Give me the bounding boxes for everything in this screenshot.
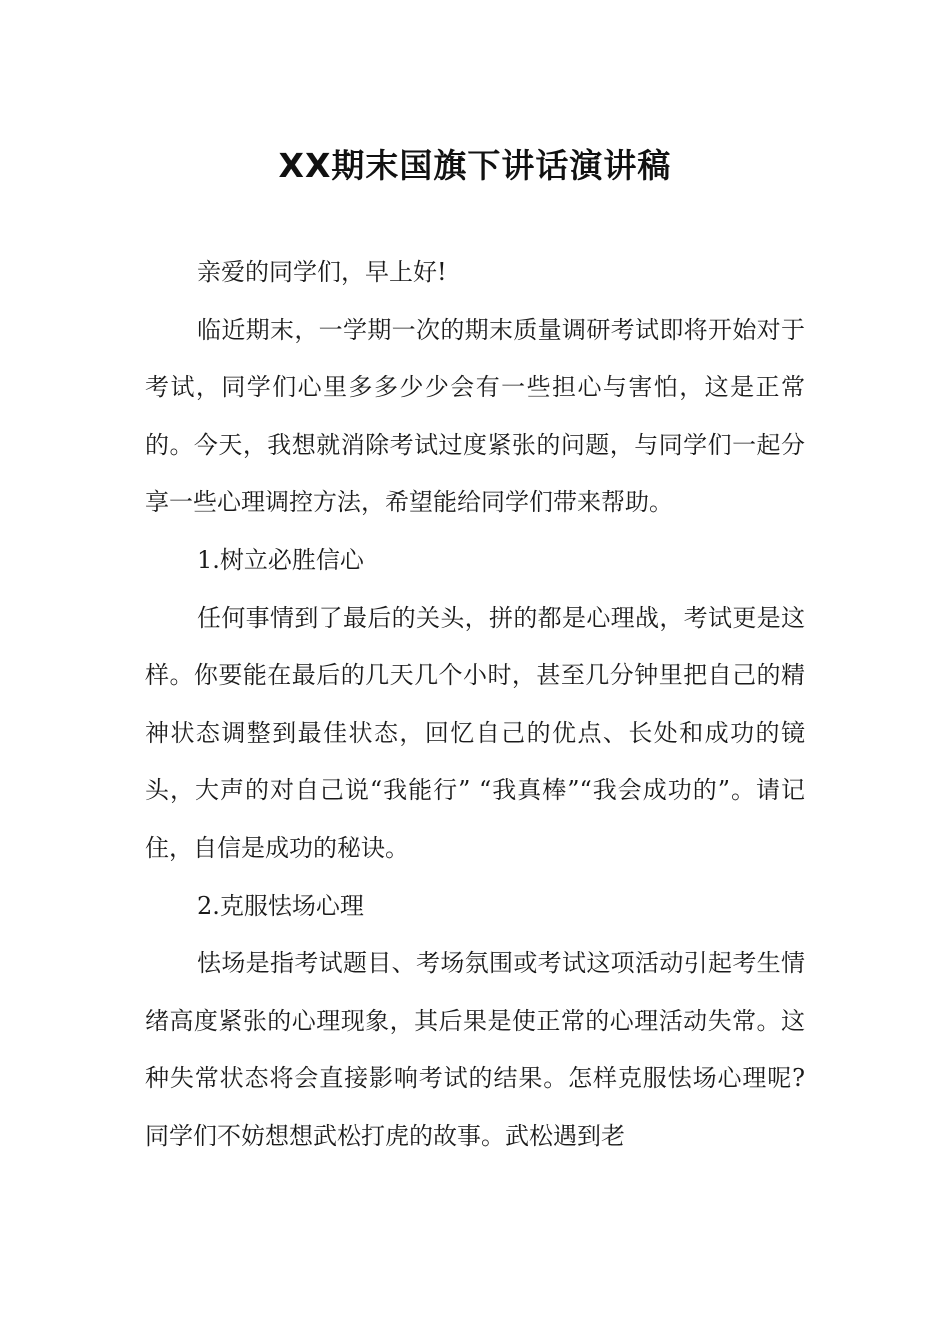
- document-body: [145, 244, 805, 1166]
- section-heading-2: 2.克服怯场心理: [197, 891, 364, 920]
- document-title: XX期末国旗下讲话演讲稿: [278, 146, 672, 186]
- section-1-paragraph: 任何事情到了最后的关头，拼的都是心理战，考试更是这样。你要能在最后的几天几个小时，甚至几分钟里把自己的精神状态调整到最佳状态，回忆自己的优点、长处和成功的镜头，大声的对自己说“我能行” “我真棒”“我会成功的”。请记住，自信是成功的秘诀。: [145, 603, 805, 862]
- intro-paragraph: 临近期末，一学期一次的期末质量调研考试即将开始对于考试，同学们心里多多少少会有一些担心与害怕，这是正常的。今天，我想就消除考试过度紧张的问题，与同学们一起分享一些心理调控方法，希望能给同学们带来帮助。: [145, 315, 805, 517]
- section-2-paragraph: 怯场是指考试题目、考场氛围或考试这项活动引起考生情绪高度紧张的心理现象，其后果是使正常的心理活动失常。这种失常状态将会直接影响考试的结果。怎样克服怯场心理呢?同学们不妨想想武松打虎的故事。武松遇到老: [145, 949, 805, 1150]
- section-heading-1: 1.树立必胜信心: [197, 545, 364, 574]
- greeting-paragraph: 亲爱的同学们，早上好!: [197, 258, 447, 286]
